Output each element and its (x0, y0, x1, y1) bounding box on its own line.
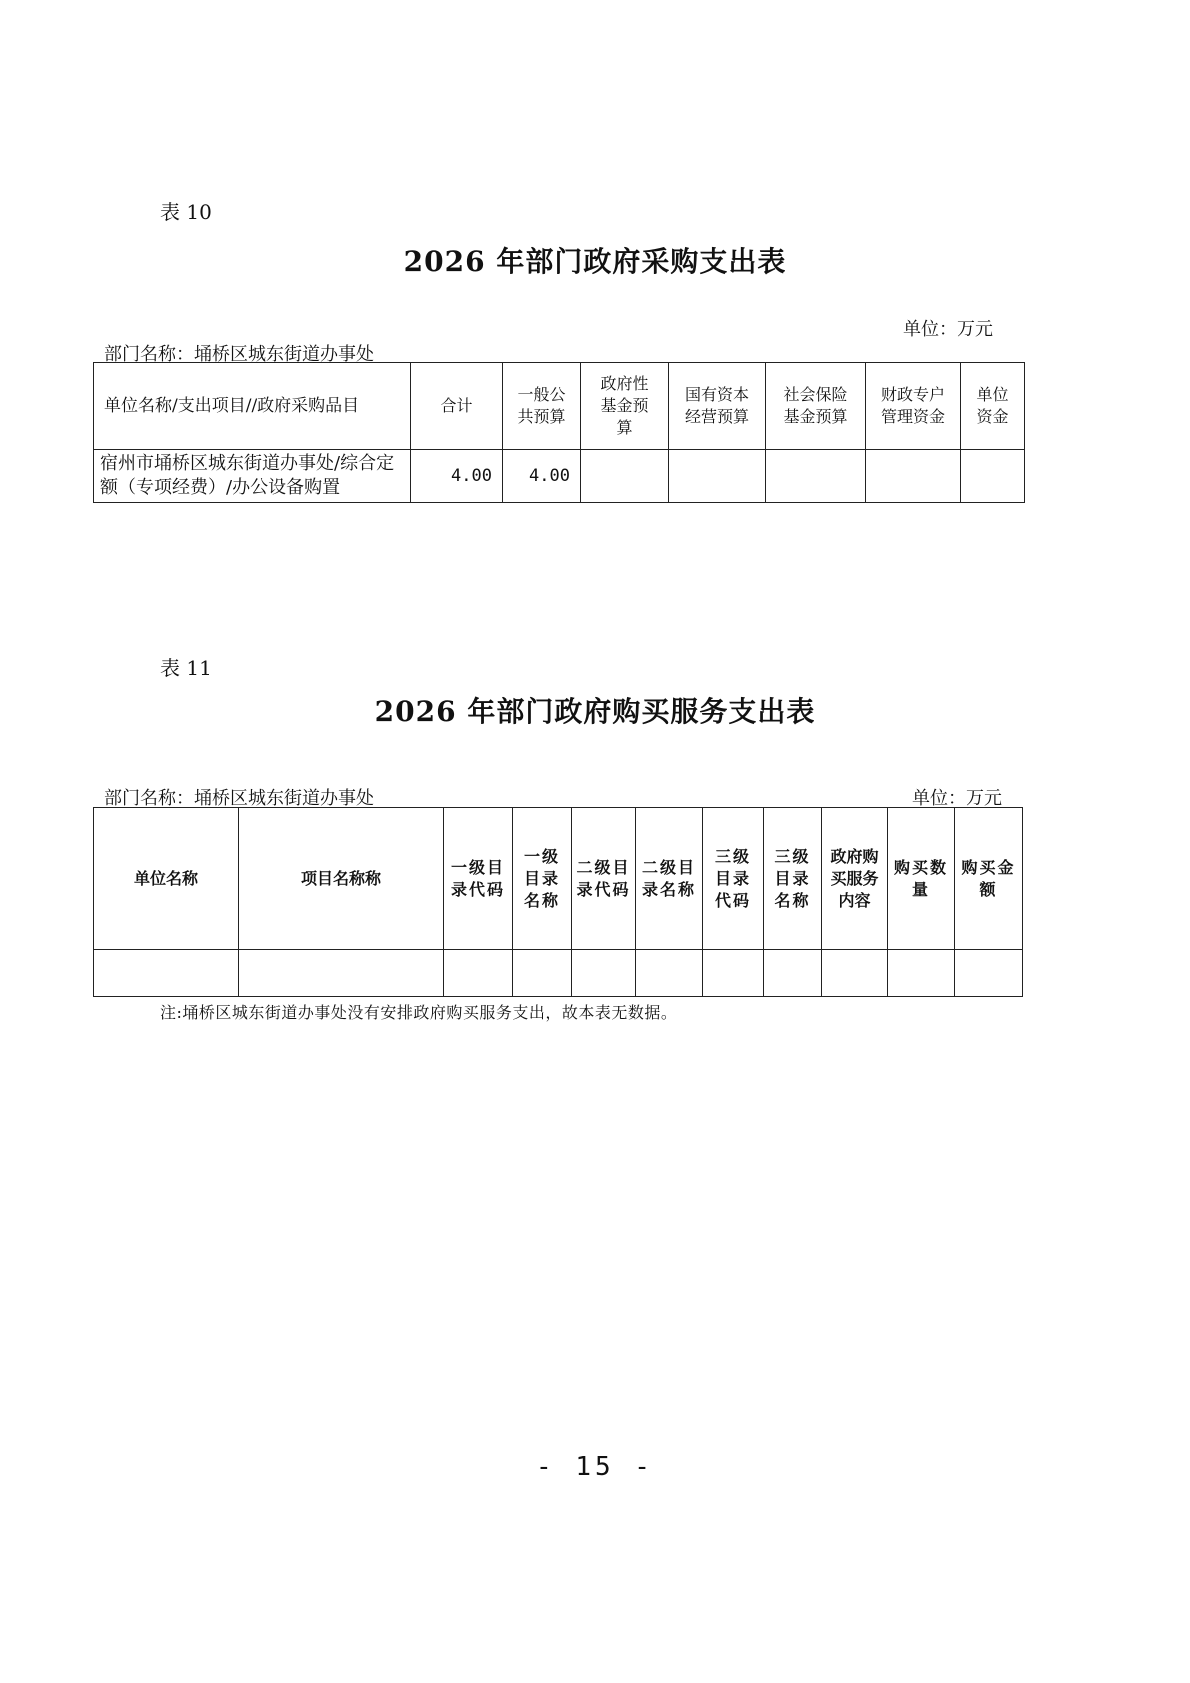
empty-cell (94, 950, 239, 997)
header-project-name: 项目名称称 (239, 808, 444, 950)
row-unit-fund (961, 450, 1025, 503)
empty-cell (888, 950, 955, 997)
empty-cell (764, 950, 822, 997)
header-unit-name: 单位名称 (94, 808, 239, 950)
table10-unit: 单位：万元 (903, 319, 993, 340)
header-level1-code: 一级目录代码 (444, 808, 513, 950)
procurement-table (93, 362, 1025, 503)
empty-cell (955, 950, 1023, 997)
header-level2-code: 二级目录代码 (572, 808, 636, 950)
row-gov-fund-budget (581, 450, 669, 503)
row-state-capital-budget (669, 450, 766, 503)
table-row (94, 450, 1025, 503)
table11-title: 2026 年部门政府购买服务支出表 (374, 695, 816, 728)
table11-label: 表 11 (160, 656, 212, 680)
empty-cell (572, 950, 636, 997)
header-unit-name: 单位名称/支出项目//政府采购品目 (94, 363, 411, 450)
table-row (94, 950, 1023, 997)
row-general-budget: 4.00 (503, 450, 581, 503)
header-purchase-quantity: 购买数量 (888, 808, 955, 950)
header-social-insurance-budget: 社会保险基金预算 (766, 363, 866, 450)
empty-cell (239, 950, 444, 997)
header-gov-fund-budget: 政府性基金预算 (581, 363, 669, 450)
page-number: - 15 - (536, 1452, 654, 1482)
table10-dept: 部门名称：埇桥区城东街道办事处 (104, 344, 374, 365)
table11-header-row (94, 808, 1023, 950)
empty-cell (822, 950, 888, 997)
header-general-budget: 一般公共预算 (503, 363, 581, 450)
header-service-content: 政府购买服务内容 (822, 808, 888, 950)
table10-header-row (94, 363, 1025, 450)
header-state-capital-budget: 国有资本经营预算 (669, 363, 766, 450)
row-special-account-fund (866, 450, 961, 503)
header-level2-name: 二级目录名称 (636, 808, 703, 950)
table11-dept: 部门名称：埇桥区城东街道办事处 (104, 788, 374, 809)
empty-cell (513, 950, 572, 997)
header-total: 合计 (411, 363, 503, 450)
table11-unit: 单位：万元 (912, 788, 1002, 809)
purchase-service-table (93, 807, 1023, 997)
empty-cell (703, 950, 764, 997)
header-special-account-fund: 财政专户管理资金 (866, 363, 961, 450)
header-purchase-amount: 购买金额 (955, 808, 1023, 950)
header-level3-name: 三级目录名称 (764, 808, 822, 950)
empty-cell (636, 950, 703, 997)
empty-cell (444, 950, 513, 997)
header-level1-name: 一级目录名称 (513, 808, 572, 950)
table10-title: 2026 年部门政府采购支出表 (403, 245, 787, 278)
table11-note: 注:埇桥区城东街道办事处没有安排政府购买服务支出，故本表无数据。 (160, 1003, 678, 1022)
row-social-insurance-budget (766, 450, 866, 503)
row-total: 4.00 (411, 450, 503, 503)
row-name: 宿州市埇桥区城东街道办事处/综合定额（专项经费）/办公设备购置 (94, 450, 411, 503)
table10-label: 表 10 (160, 200, 212, 224)
header-unit-fund: 单位资金 (961, 363, 1025, 450)
header-level3-code: 三级目录代码 (703, 808, 764, 950)
